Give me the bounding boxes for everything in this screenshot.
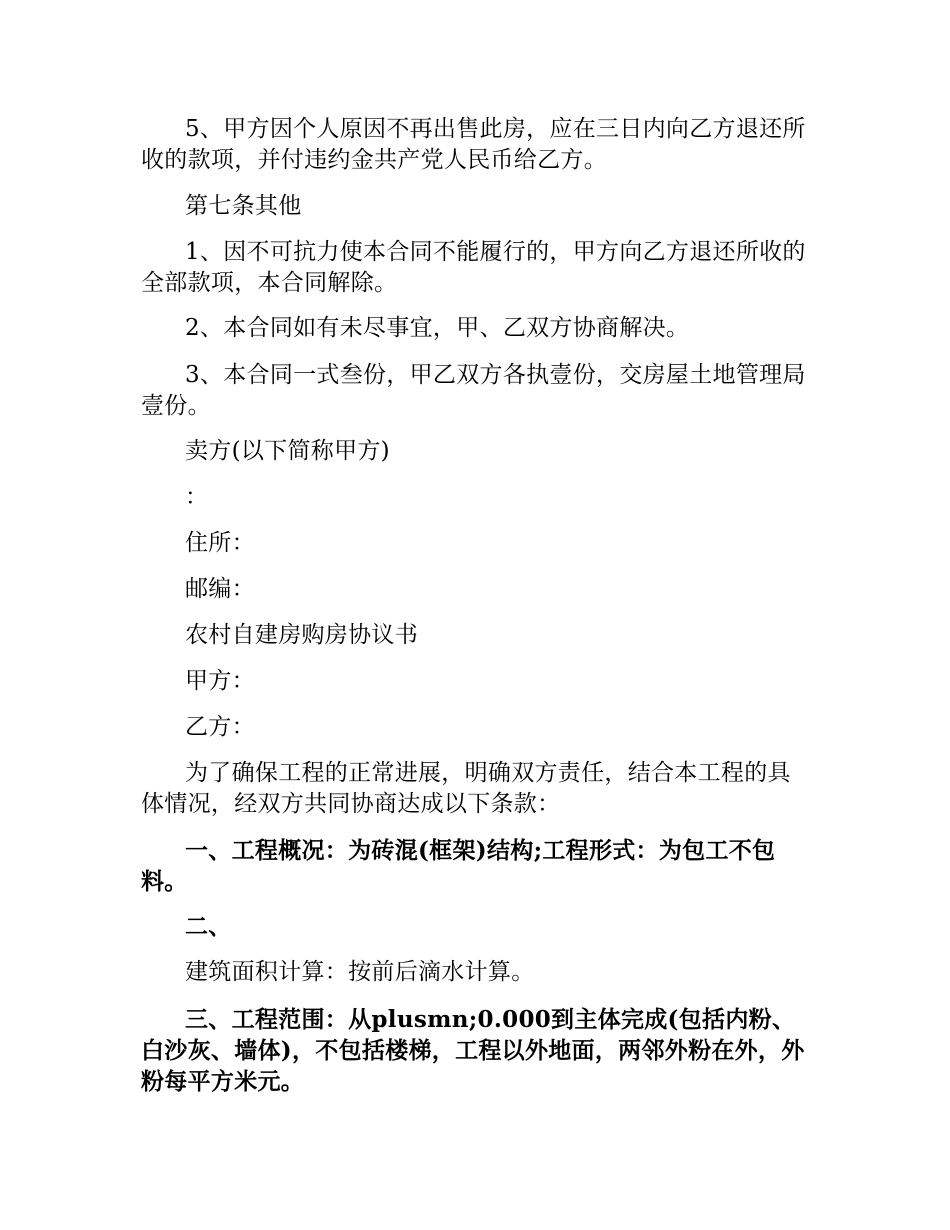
paragraph-party-b-label: 乙方： xyxy=(185,714,255,740)
paragraph-postcode-label: 邮编： xyxy=(185,576,255,602)
paragraph-section-1-overview: 一、工程概况：为砖混(框架)结构;工程形式：为包工不包料。 xyxy=(141,837,776,895)
paragraph-force-majeure: 1、因不可抗力使本合同不能履行的，甲方向乙方退还所收的全部款项，本合同解除。 xyxy=(141,239,806,296)
paragraph-address-label: 住所： xyxy=(185,530,255,556)
paragraph-section-3-scope: 三、工程范围：从plusmn;0.000到主体完成(包括内粉、白沙灰、墙体)，不包括楼梯，工程以外地面，两邻外粉在外，外粉每平方米元。 xyxy=(141,1006,805,1095)
paragraph-colon-line: ： xyxy=(185,484,209,510)
paragraph-agreement-title: 农村自建房购房协议书 xyxy=(185,622,418,648)
paragraph-preamble: 为了确保工程的正常进展，明确双方责任，结合本工程的具体情况，经双方共同协商达成以下条款： xyxy=(141,760,791,817)
paragraph-section-2-heading: 二、 xyxy=(185,913,232,940)
paragraph-area-calculation: 建筑面积计算：按前后滴水计算。 xyxy=(185,959,535,985)
paragraph-seller-label: 卖方(以下简称甲方) xyxy=(185,438,390,464)
paragraph-unresolved-matters: 2、本合同如有未尽事宜，甲、乙双方协商解决。 xyxy=(185,315,690,341)
paragraph-copies: 3、本合同一式叁份，甲乙双方各执壹份，交房屋土地管理局壹份。 xyxy=(141,362,806,419)
paragraph-clause-5-refund: 5、甲方因个人原因不再出售此房，应在三日内向乙方退还所收的款项，并付违约金共产党人民币给乙方。 xyxy=(141,116,806,173)
paragraph-party-a-label: 甲方： xyxy=(185,668,255,694)
paragraph-article-7-heading: 第七条其他 xyxy=(185,193,302,219)
